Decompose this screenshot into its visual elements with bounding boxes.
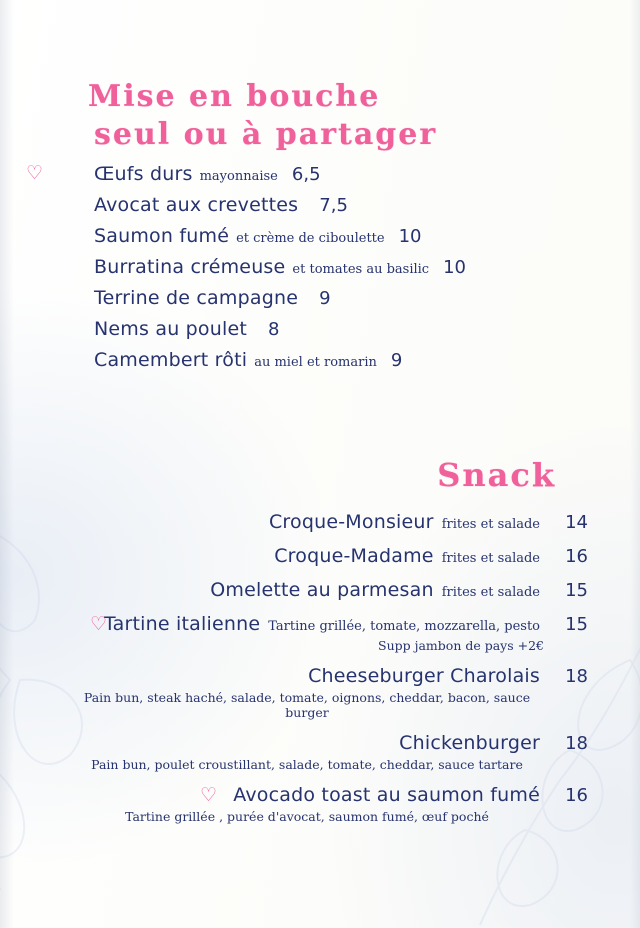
- list-item: [60, 256, 580, 278]
- item-name: Terrine de campagne: [94, 287, 299, 309]
- item-ingredients: Pain bun, steak haché, salade, tomate, oignons, cheddar, bacon, sauce burger: [83, 690, 531, 720]
- heart-icon: ♡: [200, 785, 218, 806]
- item-description: frites et salade: [441, 585, 540, 600]
- item-price: 15: [565, 580, 588, 601]
- item-price: 16: [565, 785, 588, 806]
- list-item: [60, 318, 580, 340]
- item-price: 10: [398, 226, 422, 247]
- list-item: [60, 194, 580, 216]
- item-description: mayonnaise: [199, 169, 278, 184]
- item-name: Cheeseburger Charolais: [308, 665, 540, 687]
- item-price: 6,5: [291, 164, 321, 185]
- list-item: [68, 545, 588, 567]
- list-item: [68, 665, 588, 720]
- starters-title-line2: seul ou à partager: [94, 116, 438, 152]
- snack-title: Snack: [437, 456, 556, 494]
- list-item: [60, 225, 580, 247]
- list-item: [68, 732, 588, 772]
- item-name: Avocat aux crevettes: [94, 194, 299, 216]
- item-name: Œufs durs: [94, 163, 193, 185]
- item-price: 16: [565, 546, 588, 567]
- item-name: Tartine italienne: [104, 613, 261, 635]
- starters-title-line1: Mise en bouche: [88, 79, 381, 114]
- item-description: frites et salade: [441, 517, 540, 532]
- item-name: Saumon fumé: [94, 225, 230, 247]
- item-price: 9: [390, 350, 403, 371]
- item-price: 18: [565, 666, 588, 687]
- item-name: Omelette au parmesan: [210, 579, 434, 601]
- list-item: [68, 784, 588, 824]
- item-price: 18: [565, 733, 588, 754]
- list-item: [60, 349, 580, 371]
- item-name: Camembert rôti: [94, 349, 248, 371]
- item-description: et crème de ciboulette: [236, 231, 385, 246]
- snack-list: [68, 511, 588, 824]
- item-name: Burratina crémeuse: [94, 256, 286, 278]
- starters-list: [26, 163, 580, 371]
- item-price: 8: [268, 319, 280, 340]
- list-item: [68, 613, 588, 653]
- item-name: Croque-Monsieur: [268, 511, 434, 533]
- item-price: 14: [565, 512, 588, 533]
- item-price: 7,5: [319, 195, 348, 216]
- item-price: 15: [565, 614, 588, 635]
- item-name: Nems au poulet: [94, 318, 248, 340]
- heart-icon: ♡: [26, 163, 44, 184]
- section-starters: [26, 78, 580, 387]
- item-name: Avocado toast au saumon fumé: [233, 784, 540, 806]
- starters-title: [60, 78, 580, 153]
- item-supplement: Supp jambon de pays +2€: [378, 638, 544, 653]
- item-name: Chickenburger: [399, 732, 540, 754]
- list-item: [60, 287, 580, 309]
- list-item: [26, 163, 580, 185]
- section-snack: [68, 455, 588, 836]
- list-item: [68, 579, 588, 601]
- item-description: Tartine grillée, tomate, mozzarella, pesto: [268, 619, 540, 634]
- heart-icon: ♡: [90, 614, 108, 635]
- item-name: Croque-Madame: [274, 545, 434, 567]
- item-description: frites et salade: [441, 551, 540, 566]
- list-item: [68, 511, 588, 533]
- item-description: et tomates au basilic: [292, 262, 430, 277]
- item-description: au miel et romarin: [254, 355, 377, 370]
- item-ingredients: Tartine grillée , purée d'avocat, saumon fumé, œuf poché: [125, 809, 489, 824]
- item-ingredients: Pain bun, poulet croustillant, salade, tomate, cheddar, sauce tartare: [91, 757, 523, 772]
- item-price: 10: [443, 257, 466, 278]
- item-price: 9: [319, 288, 331, 309]
